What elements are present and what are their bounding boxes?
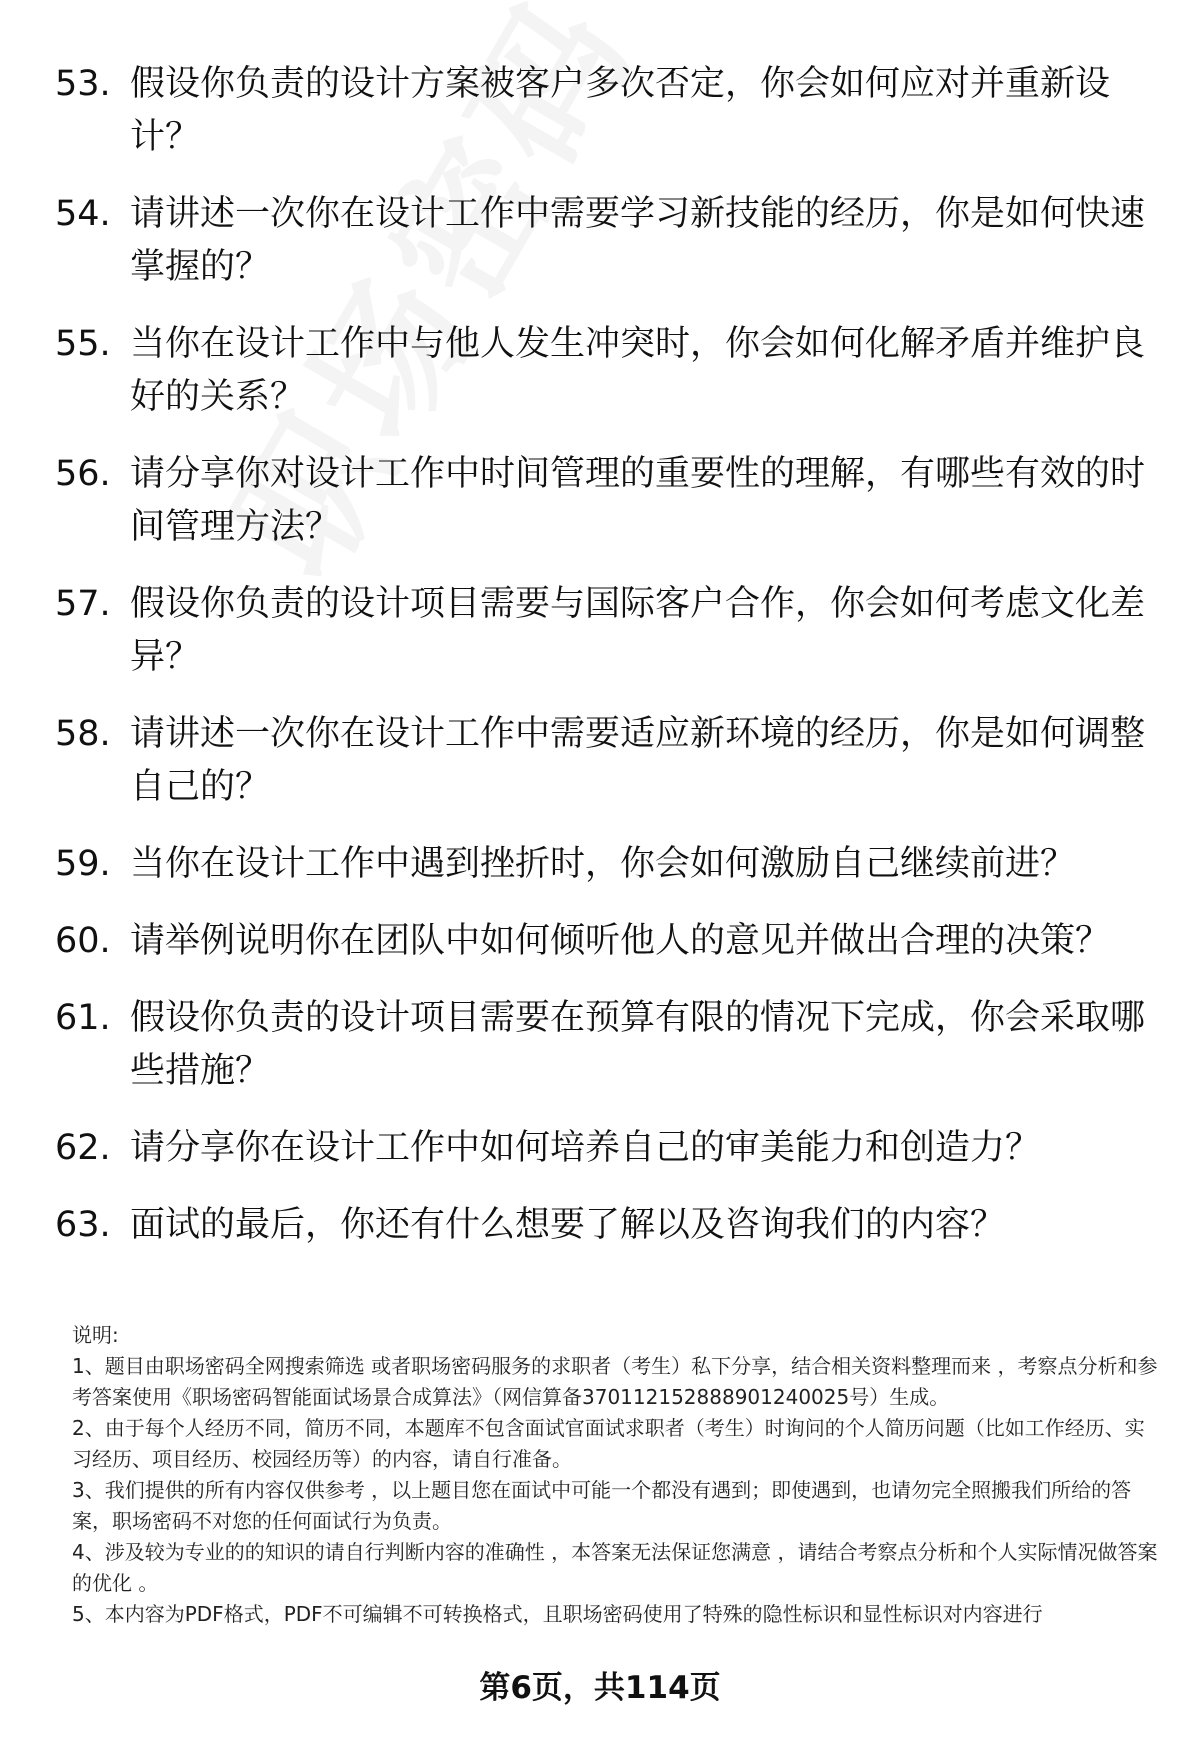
question-list xyxy=(55,58,1145,1276)
question-number: 57. xyxy=(55,584,111,624)
question-number: 61. xyxy=(55,998,111,1038)
question-item xyxy=(55,708,1145,814)
question-number: 59. xyxy=(55,844,111,884)
question-text: 假设你负责的设计项目需要在预算有限的情况下完成，你会采取哪些措施？ xyxy=(130,998,1146,1091)
notes-heading: 说明: xyxy=(72,1323,119,1347)
question-number: 58. xyxy=(55,714,111,754)
note-item: 4、涉及较为专业的的知识的请自行判断内容的准确性 ，本答案无法保证您满意 ，请结合考察点分析和个人实际情况做答案的优化 。 xyxy=(72,1540,1158,1595)
question-item xyxy=(55,1199,1145,1252)
question-number: 55. xyxy=(55,324,111,364)
question-item xyxy=(55,58,1145,164)
notes-section xyxy=(72,1320,1162,1630)
question-item xyxy=(55,448,1145,554)
question-item xyxy=(55,318,1145,424)
question-number: 62. xyxy=(55,1128,111,1168)
question-text: 请讲述一次你在设计工作中需要学习新技能的经历，你是如何快速掌握的？ xyxy=(130,194,1146,287)
question-item xyxy=(55,1122,1145,1175)
question-text: 请举例说明你在团队中如何倾听他人的意见并做出合理的决策？ xyxy=(130,921,1111,961)
note-item: 5、本内容为PDF格式，PDF不可编辑不可转换格式，且职场密码使用了特殊的隐性标识和显性标识对内容进行 xyxy=(72,1602,1043,1626)
question-text: 假设你负责的设计方案被客户多次否定，你会如何应对并重新设计？ xyxy=(130,64,1111,157)
question-item xyxy=(55,992,1145,1098)
question-number: 53. xyxy=(55,64,111,104)
page-number: 第6页，共114页 xyxy=(479,1670,721,1706)
question-item xyxy=(55,578,1145,684)
question-number: 63. xyxy=(55,1205,111,1245)
question-text: 假设你负责的设计项目需要与国际客户合作，你会如何考虑文化差异？ xyxy=(130,584,1146,677)
question-text: 当你在设计工作中与他人发生冲突时，你会如何化解矛盾并维护良好的关系？ xyxy=(130,324,1146,417)
question-text: 当你在设计工作中遇到挫折时，你会如何激励自己继续前进？ xyxy=(130,844,1076,884)
question-text: 面试的最后，你还有什么想要了解以及咨询我们的内容？ xyxy=(130,1205,1006,1245)
question-item xyxy=(55,838,1145,891)
note-item: 1、题目由职场密码全网搜索筛选 或者职场密码服务的求职者（考生）私下分享，结合相关资料整理而来 ，考察点分析和参考答案使用《职场密码智能面试场景合成算法》（网信算备370112152888901240025号）生成。 xyxy=(72,1354,1158,1409)
question-number: 56. xyxy=(55,454,111,494)
question-text: 请分享你在设计工作中如何培养自己的审美能力和创造力？ xyxy=(130,1128,1041,1168)
question-item xyxy=(55,188,1145,294)
question-number: 54. xyxy=(55,194,111,234)
note-item: 2、由于每个人经历不同，简历不同，本题库不包含面试官面试求职者（考生）时询问的个人简历问题（比如工作经历、实习经历、项目经历、校园经历等）的内容，请自行准备。 xyxy=(72,1416,1145,1471)
question-text: 请讲述一次你在设计工作中需要适应新环境的经历，你是如何调整自己的？ xyxy=(130,714,1146,807)
question-number: 60. xyxy=(55,921,111,961)
question-item xyxy=(55,915,1145,968)
note-item: 3、我们提供的所有内容仅供参考 ，以上题目您在面试中可能一个都没有遇到；即使遇到，也请勿完全照搬我们所给的答案，职场密码不对您的任何面试行为负责。 xyxy=(72,1478,1132,1533)
question-text: 请分享你对设计工作中时间管理的重要性的理解，有哪些有效的时间管理方法？ xyxy=(130,454,1146,547)
